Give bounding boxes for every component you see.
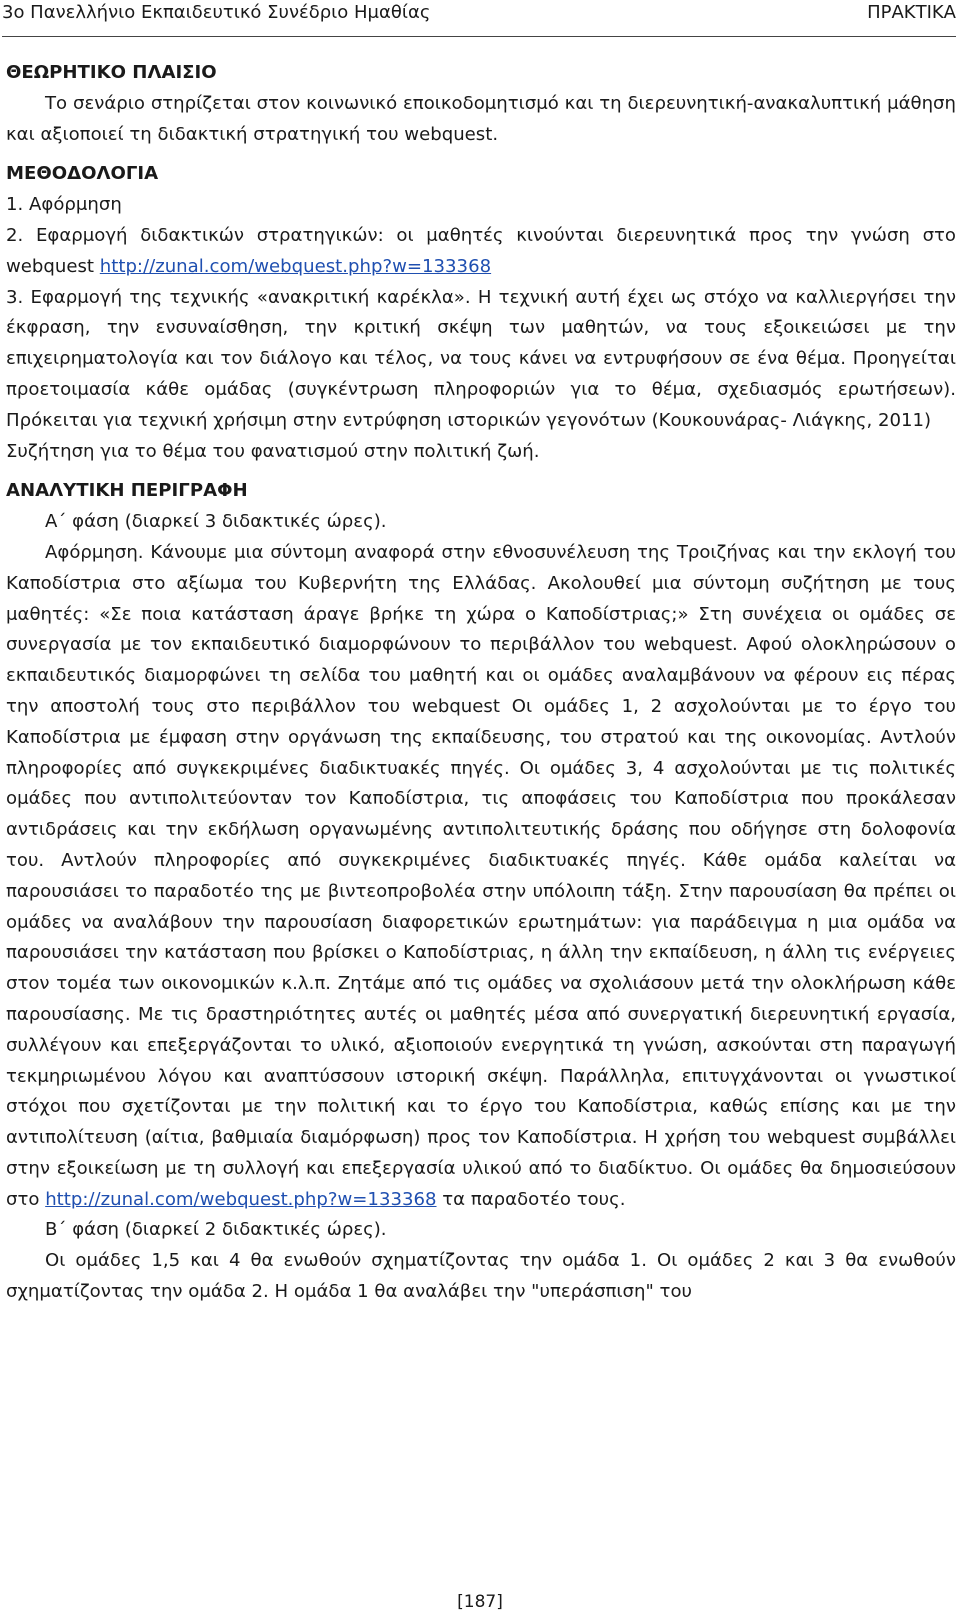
document-body bbox=[6, 58, 956, 1308]
page-number: [187] bbox=[457, 1592, 503, 1612]
conference-title: 3ο Πανελλήνιο Εκπαιδευτικό Συνέδριο Ημαθίας bbox=[2, 2, 431, 23]
phase-a-tail: τα παραδοτέο τους. bbox=[436, 1188, 626, 1210]
phase-a-text: Αφόρμηση. Κάνουμε μια σύντομη αναφορά στην εθνοσυνέλευση της Τροιζήνας και την εκλογή του Καποδίστρια στο αξίωμα του Κυβερνήτη της Ελλάδας. Ακολουθεί μια σύντομη συζήτηση με τους μαθητές: «Σε ποια κατάσταση άραγε βρήκε τη χώρα ο Καποδίστριας;» Στη συνέχεια οι ομάδες σε συνεργασία με τον εκπαιδευτικό διαμορφώνουν το περιβάλλον του webquest. Αφού ολοκληρώσουν ο εκπαιδευτικός διαμορφώνει τη σελίδα του μαθητή και οι ομάδες αναλαμβάνουν να φέρουν εις πέρας την αποστολή τους στο περιβάλλον του webquest Οι ομάδες 1, 2 ασχολούνται με το έργο του Καποδίστρια με έμφαση στην οργάνωση της εκπαίδευσης, του στρατού και της οικονομίας. Αντλούν πληροφορίες από συγκεκριμένες διαδικτυακές πηγές. Οι ομάδες 3, 4 ασχολούνται με τις πολιτικές ομάδες που αντιπολιτεύονταν τον Καποδίστρια, τις αποφάσεις του Καποδίστρια που προκάλεσαν αντιδράσεις και την εκδήλωση οργανωμένης αντιπολιτευτικής δράσης που οδήγησε στη δολοφονία του. Αντλούν πληροφορίες από συγκεκριμένες διαδικτυακές πηγές. Κάθε ομάδα καλείται να παρουσιάσει το παραδοτέο της με βιντεοπροβολέα στην υπόλοιπη τάξη. Στην παρουσίαση θα πρέπει οι ομάδες να αναλάβουν την παρουσίαση διαφορετικών ερωτημάτων: για παράδειγμα η μια ομάδα να παρουσιάσει την κατάσταση που βρίσκει ο Καποδίστριας, η άλλη την εκπαίδευση, η άλλη τις ενέργειες στον τομέα των οικονομικών κ.λ.π. Ζητάμε από τις ομάδες να σχολιάσουν μετά την ολοκλήρωση κάθε παρουσίασης. Με τις δραστηριότητες αυτές οι μαθητές μέσα από συνεργατική διερευνητική εργασία, συλλέγουν και επεξεργάζονται το υλικό, αξιοποιούν ενεργητικά τη γνώση, ασκούνται στη παραγωγή τεκμηριωμένου λόγου και αναπτύσσουν ιστορική σκέψη. Παράλληλα, επιτυγχάνονται οι γνωστικοί στόχοι που σχετίζονται με την πολιτική και το έργο του Καποδίστρια, καθώς επίσης και με την αντιπολίτευση (αίτια, βαθμιαία διαμόρφωση) προς τον Καποδίστρια. Η χρήση του webquest συμβάλλει στην εξοικείωση με τη συλλογή και επεξεργασία υλικού από το διαδίκτυο. Οι ομάδες θα δημοσιεύσουν στο bbox=[6, 541, 956, 1210]
webquest-link-2[interactable]: http://zunal.com/webquest.php?w=133368 bbox=[45, 1188, 437, 1210]
method-item-3: 3. Εφαρμογή της τεχνικής «ανακριτική καρέκλα». Η τεχνική αυτή έχει ως στόχο να καλλιεργήσει την έκφραση, την ενσυναίσθηση, την κριτική σκέψη των μαθητών, να τους εξοικειώσει με την επιχειρηματολογία και τον διάλογο και τέλος, να τους κάνει να εντρυφήσουν σε ένα θέμα. Προηγείται προετοιμασία κάθε ομάδας (συγκέντρωση πληροφοριών για το θέμα, σχεδιασμός ερωτήσεων). Πρόκειται για τεχνική χρήσιμη στην εντρύφηση ιστορικών γεγονότων (Κουκουνάρας- Λιάγκης, 2011) bbox=[6, 286, 956, 431]
theory-heading: ΘΕΩΡΗΤΙΚΟ ΠΛΑΙΣΙΟ bbox=[6, 62, 217, 83]
method-item-1: 1. Αφόρμηση bbox=[6, 194, 122, 216]
method-heading: ΜΕΘΟΔΟΛΟΓΙΑ bbox=[6, 163, 159, 185]
section-label: ΠΡΑΚΤΙΚΑ bbox=[867, 2, 956, 23]
phase-a-paragraph bbox=[6, 538, 956, 1216]
theory-paragraph: Το σενάριο στηρίζεται στον κοινωνικό εποικοδομητισμό και τη διερευνητική-ανακαλυπτική μάθηση και αξιοποιεί τη διδακτική στρατηγική του webquest. bbox=[6, 92, 956, 145]
phase-b-paragraph: Οι ομάδες 1,5 και 4 θα ενωθούν σχηματίζοντας την ομάδα 1. Οι ομάδες 2 και 3 θα ενωθούν σχηματίζοντας την ομάδα 2. Η ομάδα 1 θα αναλάβει την "υπεράσπιση" του bbox=[6, 1250, 956, 1303]
analysis-heading: ΑΝΑΛΥΤΙΚΗ ΠΕΡΙΓΡΑΦΗ bbox=[6, 480, 248, 502]
method-item-2 bbox=[6, 221, 956, 283]
method-discussion: Συζήτηση για το θέμα του φανατισμού στην πολιτική ζωή. bbox=[6, 440, 540, 462]
phase-a-title: Α΄ φάση (διαρκεί 3 διδακτικές ώρες). bbox=[45, 511, 387, 533]
webquest-link[interactable]: http://zunal.com/webquest.php?w=133368 bbox=[99, 255, 492, 277]
page-header bbox=[2, 0, 956, 37]
phase-b-title: Β΄ φάση (διαρκεί 2 διδακτικές ώρες). bbox=[45, 1219, 387, 1241]
method-item-2-text: 2. Εφαρμογή διδακτικών στρατηγικών: οι μαθητές κινούνται διερευνητικά προς την γνώση στο webquest bbox=[6, 224, 956, 277]
